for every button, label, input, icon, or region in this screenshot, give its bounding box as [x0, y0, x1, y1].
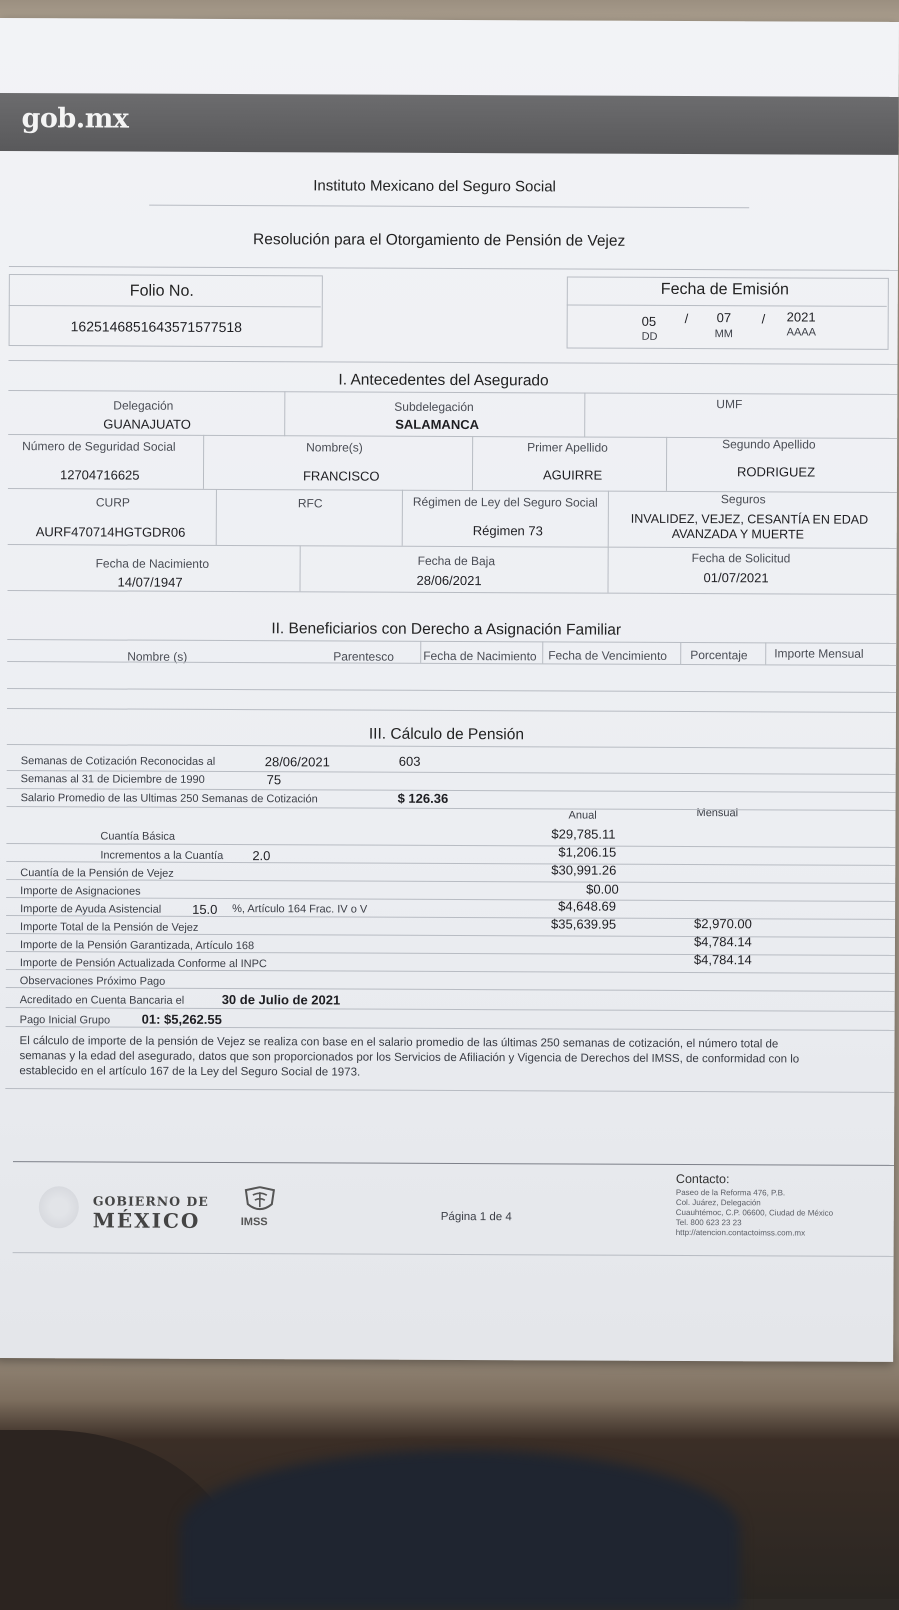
semanas-label: Semanas de Cotización Reconocidas al [20, 755, 216, 768]
col-fecha-nacimiento: Fecha de Nacimiento [423, 648, 537, 664]
gobierno-logo-line1: GOBIERNO DE [92, 1193, 209, 1209]
ayuda-value: $4,648.69 [558, 898, 617, 914]
calculo-note-line: establecido en el artículo 167 de la Ley del Seguro Social de 1973. [19, 1065, 361, 1079]
baja-label: Fecha de Baja [417, 553, 496, 569]
actualizada-label: Importe de Pensión Actualizada Conforme al INPC [19, 957, 267, 971]
curp-label: CURP [95, 495, 130, 510]
semanas1990-label: Semanas al 31 de Diciembre de 1990 [20, 773, 205, 786]
nombre-label: Nombre(s) [306, 440, 363, 455]
cuantia-basica-label: Cuantía Básica [100, 830, 176, 843]
primer-apellido-value: AGUIRRE [542, 467, 603, 483]
date-separator: / [684, 310, 689, 327]
section2-title: II. Beneficiarios con Derecho a Asignación Familiar [271, 620, 622, 639]
contact-line: Tel. 800 623 23 23 [675, 1217, 742, 1228]
col-parentesco: Parentesco [333, 649, 394, 664]
delegacion-value: GUANAJUATO [103, 416, 191, 432]
salario-label: Salario Promedio de las Ultimas 250 Semanas de Cotización [20, 792, 318, 806]
segundo-apellido-value: RODRIGUEZ [736, 464, 816, 480]
acreditado-value: 30 de Julio de 2021 [221, 991, 341, 1008]
fecha-emision-day: 05 [641, 313, 657, 329]
contact-link: http://atencion.contactoimss.com.mx [675, 1227, 806, 1238]
dd-label: DD [641, 330, 658, 343]
contact-line: Cuauhtémoc, C.P. 06600, Ciudad de México [675, 1207, 834, 1218]
acreditado-label: Acreditado en Cuenta Bancaria el [19, 994, 185, 1007]
section3-title: III. Cálculo de Pensión [368, 725, 525, 744]
fecha-emision-year: 2021 [786, 309, 816, 325]
page-number: Página 1 de 4 [440, 1210, 512, 1224]
semanas-fecha: 28/06/2021 [264, 754, 330, 770]
background-fabric [180, 1450, 740, 1610]
pago-inicial-value: 01: $5,262.55 [141, 1011, 222, 1027]
contact-info [676, 1188, 833, 1239]
calculo-note [19, 1034, 894, 1083]
total-mensual: $2,970.00 [694, 916, 752, 932]
subdelegacion-value: SALAMANCA [395, 416, 480, 433]
institution-name: Instituto Mexicano del Seguro Social [313, 177, 556, 196]
seguros-value: AVANZADA Y MUERTE [671, 526, 805, 542]
col-importe-mensual: Importe Mensual [774, 646, 864, 661]
semanas1990-value: 75 [266, 772, 282, 788]
imss-eagle-icon [243, 1186, 277, 1214]
curp-value: AURF470714HGTGDR06 [35, 524, 186, 540]
pago-inicial-label: Pago Inicial Grupo [19, 1014, 111, 1027]
regimen-label: Régimen de Ley del Seguro Social [412, 494, 598, 510]
nombre-value: FRANCISCO [302, 468, 380, 484]
seguros-value: INVALIDEZ, VEJEZ, CESANTÍA EN EDAD [630, 511, 869, 527]
document-page [0, 18, 899, 1362]
section1-title: I. Antecedentes del Asegurado [338, 371, 549, 390]
nss-value: 12704716625 [59, 467, 140, 483]
gobierno-logo-line2: MÉXICO [92, 1208, 201, 1233]
nacimiento-label: Fecha de Nacimiento [95, 556, 210, 571]
date-separator: / [761, 311, 766, 327]
solicitud-label: Fecha de Solicitud [691, 551, 791, 566]
nacimiento-value: 14/07/1947 [117, 574, 183, 590]
asignaciones-label: Importe de Asignaciones [20, 885, 141, 898]
actualizada-value: $4,784.14 [693, 952, 752, 968]
gob-header-bar [0, 93, 899, 155]
incrementos-pct: 2.0 [252, 848, 271, 864]
imss-logo-text: IMSS [240, 1216, 268, 1229]
cuantia-vejez-value: $30,991.26 [551, 862, 617, 878]
folio-label: Folio No. [129, 282, 194, 300]
ayuda-articulo: %, Artículo 164 Frac. IV o V [232, 903, 368, 916]
anual-label: Anual [568, 809, 597, 822]
primer-apellido-label: Primer Apellido [527, 440, 608, 455]
delegacion-label: Delegación [113, 398, 174, 413]
fecha-emision-month: 07 [716, 310, 732, 326]
mensual-label: Mensual [696, 807, 739, 820]
segundo-apellido-label: Segundo Apellido [722, 437, 816, 452]
umf-label: UMF [716, 397, 743, 412]
subdelegacion-label: Subdelegación [394, 399, 474, 415]
ayuda-pct: 15.0 [192, 901, 218, 917]
rfc-label: RFC [297, 496, 323, 511]
asignaciones-value: $0.00 [586, 881, 619, 897]
contact-line: Paseo de la Reforma 476, P.B. [675, 1187, 786, 1198]
ayuda-label: Importe de Ayuda Asistencial [20, 903, 162, 916]
salario-value: $ 126.36 [397, 790, 449, 806]
folio-number: 1625146851643571577518 [70, 318, 242, 336]
aaaa-label: AAAA [786, 326, 817, 339]
garantizada-label: Importe de la Pensión Garantizada, Artículo 168 [19, 939, 255, 953]
fecha-emision-label: Fecha de Emisión [660, 280, 789, 299]
solicitud-value: 01/07/2021 [703, 570, 769, 586]
mm-label: MM [714, 328, 733, 341]
gobmx-logo: gob.mx [21, 103, 129, 135]
contact-line: Col. Juárez, Delegación [675, 1197, 761, 1208]
incrementos-label: Incrementos a la Cuantía [100, 849, 224, 862]
incrementos-value: $1,206.15 [558, 844, 617, 860]
escudo-watermark [39, 1186, 79, 1228]
col-fecha-vencimiento: Fecha de Vencimiento [548, 648, 668, 663]
regimen-value: Régimen 73 [472, 523, 543, 539]
cuantia-vejez-label: Cuantía de la Pensión de Vejez [20, 867, 174, 880]
observaciones-label: Observaciones Próximo Pago [19, 975, 166, 988]
seguros-label: Seguros [720, 492, 766, 507]
calculo-note-line: semanas y la edad del asegurado, datos que son proporcionados por los Servicios de Afiliación y Vigencia de Derechos del IMSS, de conformidad con lo [19, 1050, 800, 1066]
total-anual: $35,639.95 [551, 916, 617, 932]
contact-title: Contacto: [675, 1171, 730, 1187]
total-label: Importe Total de la Pensión de Vejez [20, 921, 199, 934]
document-title: Resolución para el Otorgamiento de Pensión de Vejez [252, 231, 626, 250]
calculo-note-line: El cálculo de importe de la pensión de Vejez se realiza con base en el salario promedio de las últimas 250 semanas de cotización, el número total de [19, 1035, 779, 1051]
cuantia-basica-value: $29,785.11 [551, 826, 616, 842]
nss-label: Número de Seguridad Social [22, 439, 176, 454]
baja-value: 28/06/2021 [416, 572, 482, 589]
garantizada-value: $4,784.14 [693, 934, 752, 950]
semanas-value: 603 [398, 753, 421, 769]
col-porcentaje: Porcentaje [690, 648, 748, 663]
col-nombre: Nombre (s) [127, 649, 188, 664]
